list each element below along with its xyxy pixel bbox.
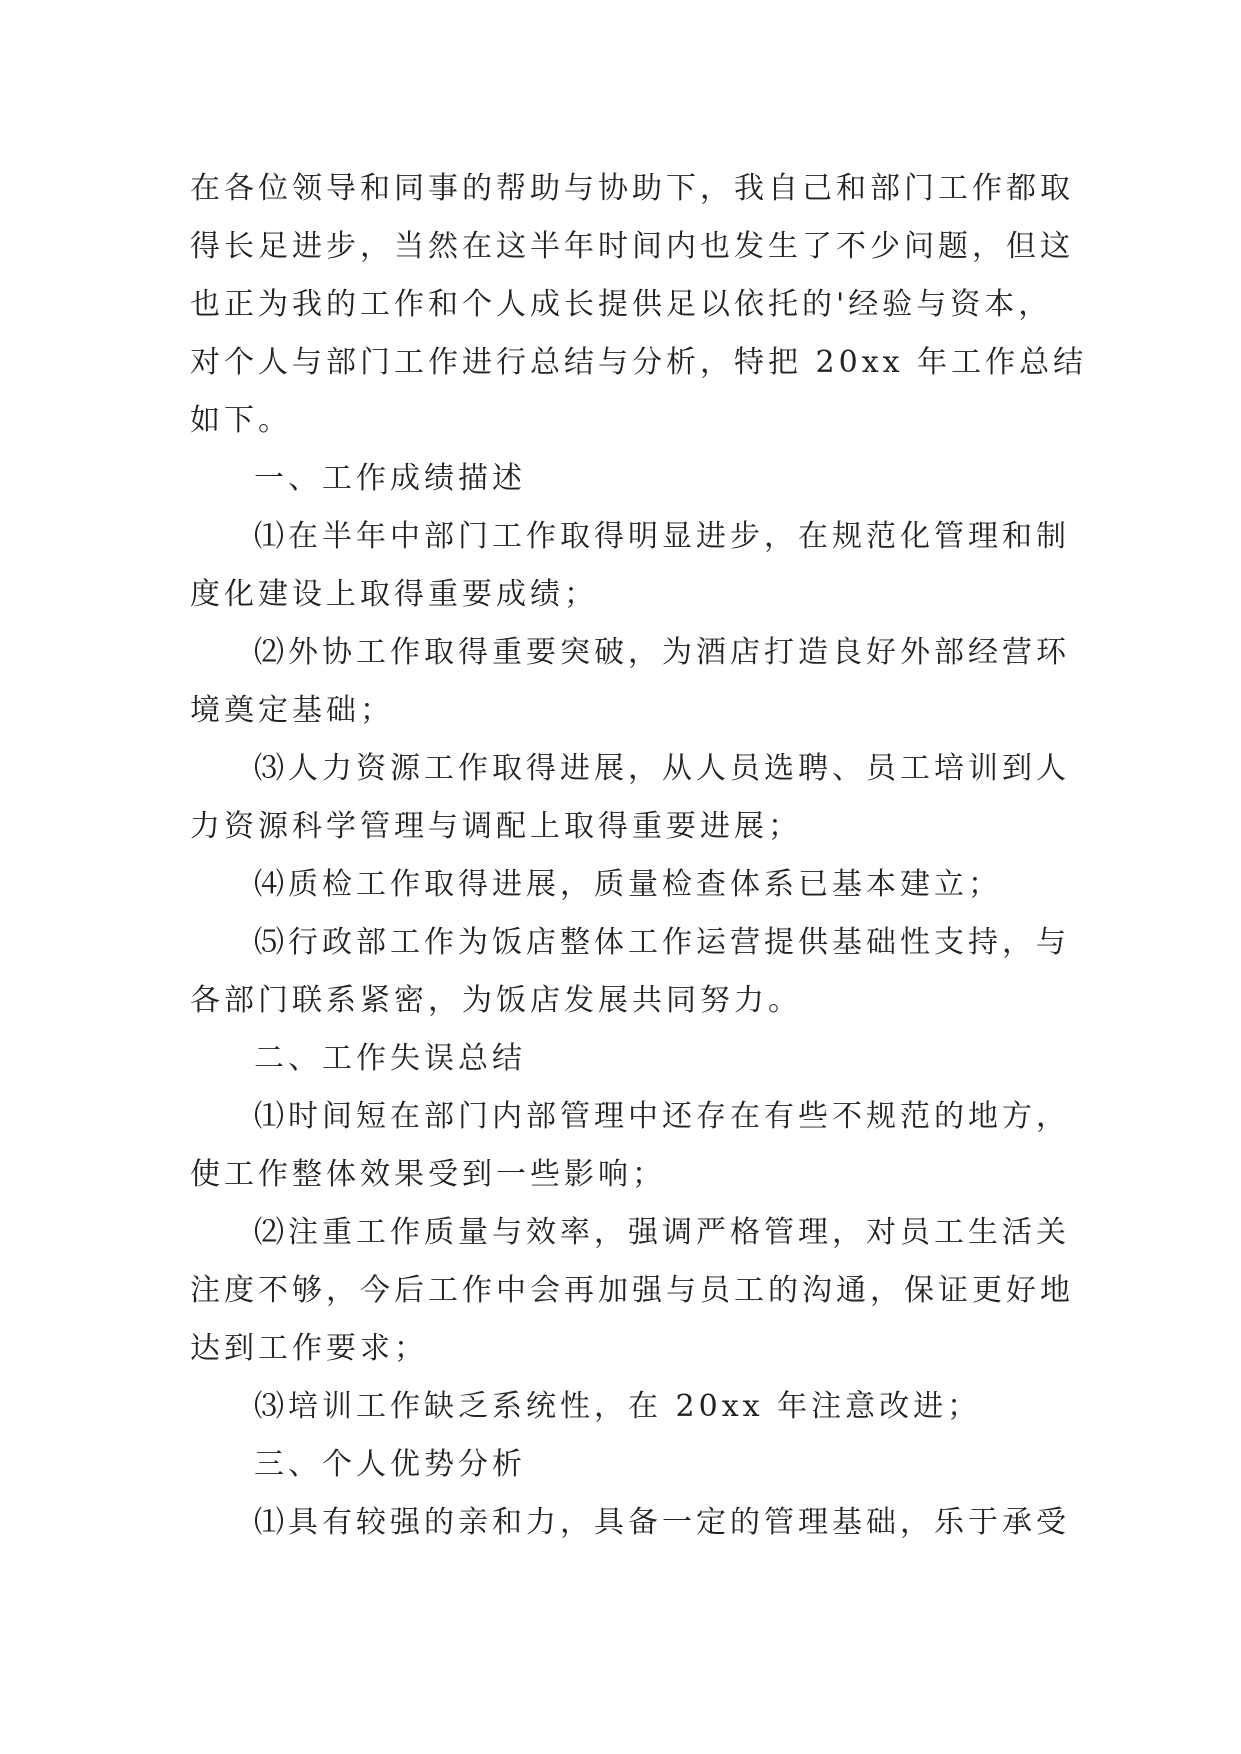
list-item-line: ⑷质检工作取得进展，质量检查体系已基本建立； — [254, 867, 1002, 902]
list-item-line: ⑸行政部工作为饭店整体工作运营提供基础性支持，与 — [254, 925, 1070, 960]
paragraph-line: 也正为我的工作和个人成长提供足以依托的'经验与资本， — [190, 287, 1053, 322]
paragraph-line: 在各位领导和同事的帮助与协助下，我自己和部门工作都取 — [190, 171, 1074, 206]
list-item-line: ⑶人力资源工作取得进展，从人员选聘、员工培训到人 — [254, 751, 1070, 786]
paragraph-line: 对个人与部门工作进行总结与分析，特把 20xx 年工作总结 — [190, 345, 1088, 380]
list-item-line: ⑴时间短在部门内部管理中还存在有些不规范的地方， — [254, 1099, 1070, 1134]
list-item-line: ⑵注重工作质量与效率，强调严格管理，对员工生活关 — [254, 1215, 1070, 1250]
list-item-line: ⑶培训工作缺乏系统性，在 20xx 年注意改进； — [254, 1389, 982, 1424]
section-heading: 三、个人优势分析 — [254, 1447, 526, 1482]
list-item-line: 各部门联系紧密，为饭店发展共同努力。 — [190, 983, 802, 1018]
list-item-line: ⑴在半年中部门工作取得明显进步，在规范化管理和制 — [254, 519, 1070, 554]
section-heading: 二、工作失误总结 — [254, 1041, 526, 1076]
document-body — [190, 160, 1088, 1552]
list-item-line: 使工作整体效果受到一些影响； — [190, 1157, 666, 1192]
paragraph-line: 如下。 — [190, 403, 292, 438]
list-item-line: 注度不够，今后工作中会再加强与员工的沟通，保证更好地 — [190, 1273, 1074, 1308]
section-heading: 一、工作成绩描述 — [254, 461, 526, 496]
list-item-line: ⑴具有较强的亲和力，具备一定的管理基础，乐于承受 — [254, 1505, 1070, 1540]
list-item-line: ⑵外协工作取得重要突破，为酒店打造良好外部经营环 — [254, 635, 1070, 670]
list-item-line: 达到工作要求； — [190, 1331, 428, 1366]
list-item-line: 度化建设上取得重要成绩； — [190, 577, 598, 612]
paragraph-line: 得长足进步，当然在这半年时间内也发生了不少问题，但这 — [190, 229, 1074, 264]
list-item-line: 力资源科学管理与调配上取得重要进展； — [190, 809, 802, 844]
list-item-line: 境奠定基础； — [190, 693, 394, 728]
